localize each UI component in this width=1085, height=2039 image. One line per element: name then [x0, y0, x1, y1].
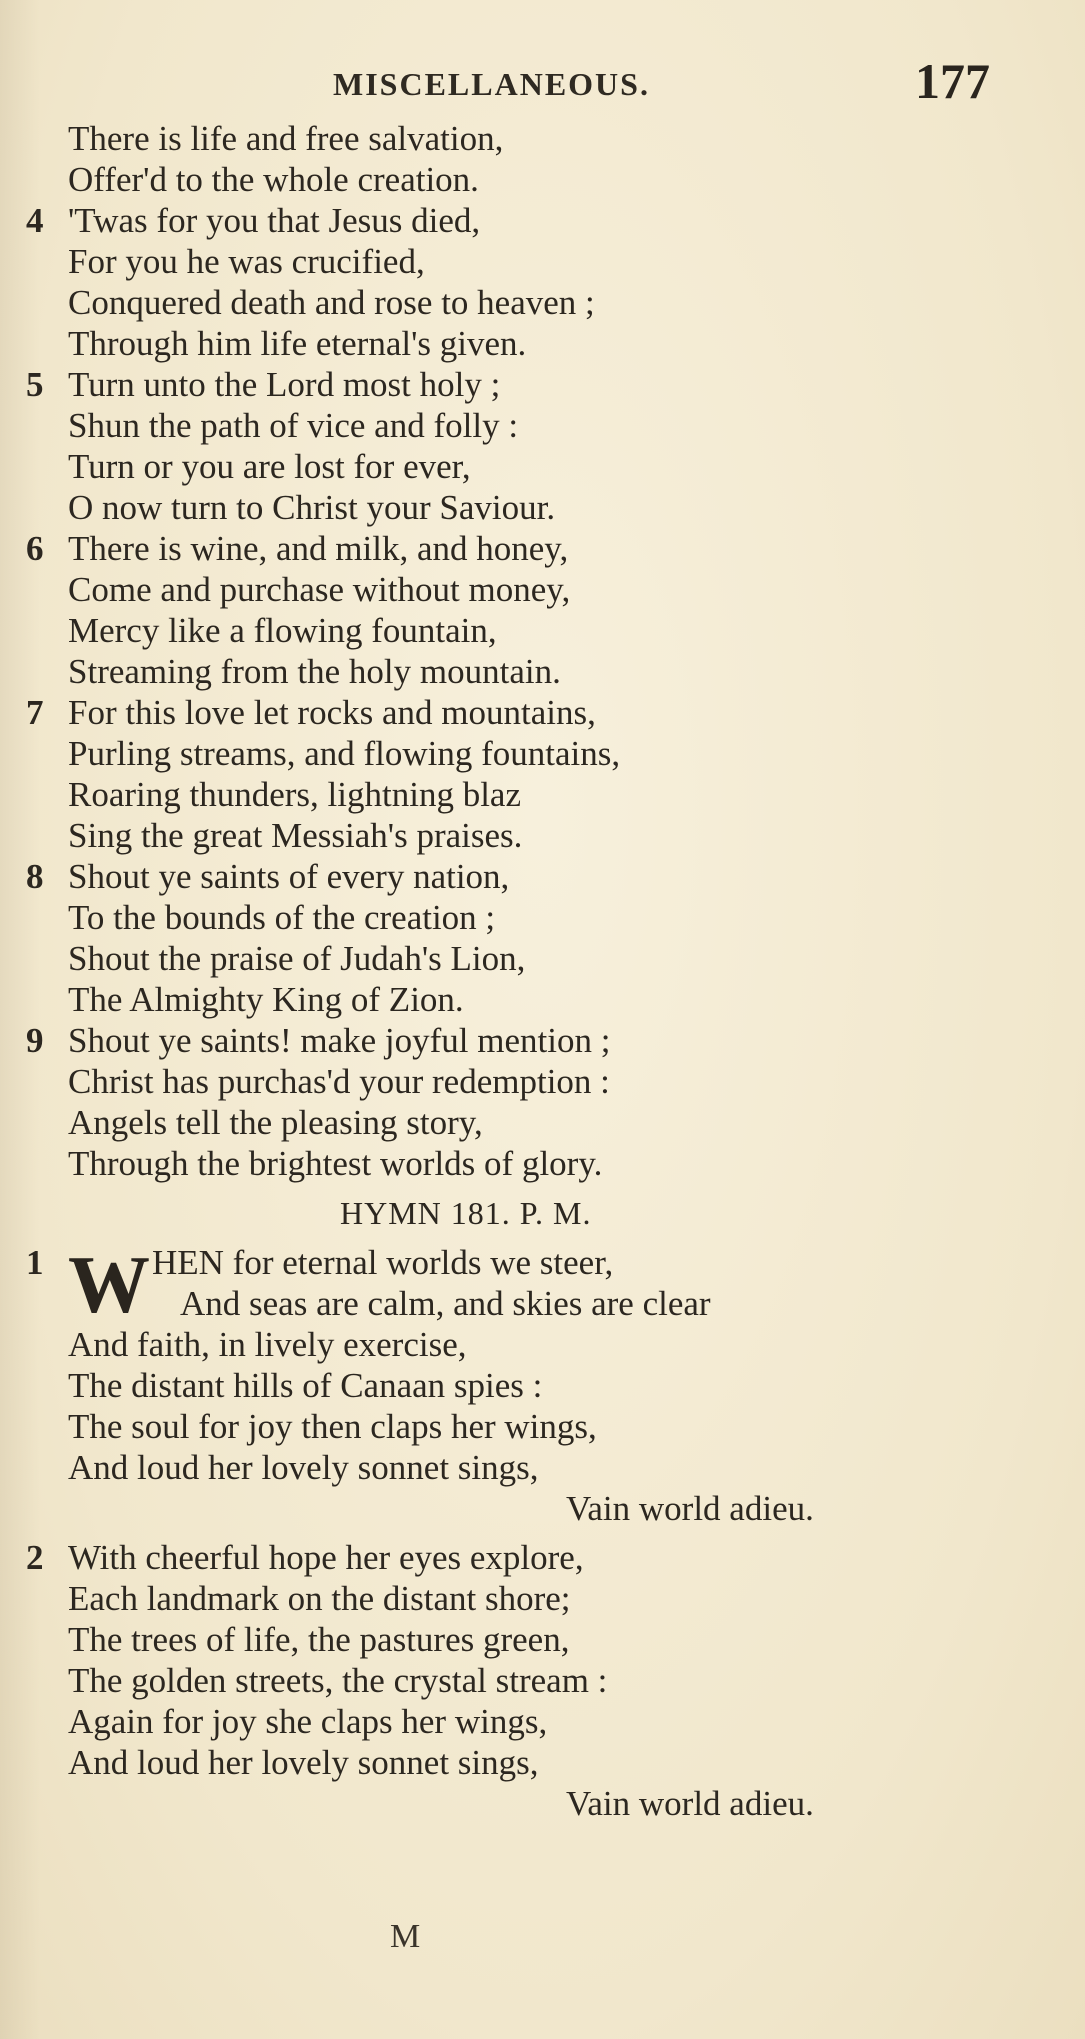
verse-text: The distant hills of Canaan spies : — [68, 1366, 543, 1405]
verse-line — [0, 487, 1085, 528]
verse-text: Roaring thunders, lightning blaz — [68, 775, 521, 814]
verse-text: Purling streams, and flowing fountains, — [68, 734, 621, 773]
verse-line — [0, 1701, 1085, 1742]
verse-text: Turn unto the Lord most holy ; — [68, 365, 501, 404]
verse-line — [0, 118, 1085, 159]
verse-text: Shun the path of vice and folly : — [68, 406, 519, 445]
verse-text: To the bounds of the creation ; — [68, 898, 496, 937]
verse-line — [0, 1324, 1085, 1365]
verse-text: Again for joy she claps her wings, — [68, 1702, 548, 1741]
verse-text: There is wine, and milk, and honey, — [68, 529, 569, 568]
verse-text: With cheerful hope her eyes explore, — [68, 1538, 584, 1577]
stanza-number: 9 — [26, 1021, 44, 1060]
stanza-number: 5 — [26, 365, 44, 404]
verse-text: There is life and free salvation, — [68, 119, 504, 158]
verse-line — [0, 405, 1085, 446]
verse-line — [0, 1447, 1085, 1488]
verse-line — [0, 1406, 1085, 1447]
verse-line — [0, 528, 1085, 569]
verse-line — [0, 897, 1085, 938]
verse-line — [0, 1061, 1085, 1102]
verse-text: The Almighty King of Zion. — [68, 980, 464, 1019]
stanza-number: 2 — [26, 1538, 44, 1577]
stanza-number: 4 — [26, 201, 44, 240]
verse-text: The trees of life, the pastures green, — [68, 1620, 570, 1659]
stanza-number: 8 — [26, 857, 44, 896]
refrain-line — [0, 1488, 1085, 1529]
drop-capital: W — [68, 1239, 150, 1330]
refrain-text: Vain world adieu. — [566, 1784, 814, 1823]
verse-text: Turn or you are lost for ever, — [68, 447, 471, 486]
verse-text: For you he was crucified, — [68, 242, 425, 281]
verse-text: And loud her lovely sonnet sings, — [68, 1448, 539, 1487]
verse-text: HEN for eternal worlds we steer, — [152, 1243, 614, 1282]
stanza-gap — [0, 1529, 1085, 1537]
refrain-line — [0, 1783, 1085, 1824]
hymn-181-stanza-2 — [0, 1537, 1085, 1824]
verse-text: Shout the praise of Judah's Lion, — [68, 939, 526, 978]
verse-line — [0, 733, 1085, 774]
verse-text: Through him life eternal's given. — [68, 324, 527, 363]
verse-text: Each landmark on the distant shore; — [68, 1579, 571, 1618]
verse-line — [0, 159, 1085, 200]
verse-text: And loud her lovely sonnet sings, — [68, 1743, 539, 1782]
verse-text: The soul for joy then claps her wings, — [68, 1407, 597, 1446]
verse-line — [0, 774, 1085, 815]
verse-text: The golden streets, the crystal stream : — [68, 1661, 608, 1700]
verse-line — [0, 200, 1085, 241]
verse-line — [0, 651, 1085, 692]
verse-line — [0, 1102, 1085, 1143]
verse-line — [0, 1020, 1085, 1061]
verse-text: Shout ye saints! make joyful mention ; — [68, 1021, 611, 1060]
verse-line — [0, 364, 1085, 405]
verse-line — [0, 815, 1085, 856]
verse-text: Mercy like a flowing fountain, — [68, 611, 497, 650]
verse-line — [0, 446, 1085, 487]
verse-line — [0, 1365, 1085, 1406]
verse-text: Sing the great Messiah's praises. — [68, 816, 523, 855]
verse-line — [0, 1660, 1085, 1701]
verse-line — [0, 979, 1085, 1020]
verse-line — [0, 1537, 1085, 1578]
page-header — [0, 53, 1085, 118]
stanza-number: 6 — [26, 529, 44, 568]
verse-text: 'Twas for you that Jesus died, — [68, 201, 481, 240]
verse-line — [0, 1143, 1085, 1184]
hymn-181-stanza-1 — [0, 1239, 1085, 1529]
verse-text: And faith, in lively exercise, — [68, 1325, 467, 1364]
hymn-180-continued — [0, 118, 1085, 1184]
verse-line — [0, 1742, 1085, 1783]
verse-text: Come and purchase without money, — [68, 570, 571, 609]
page-number: 177 — [915, 53, 990, 109]
verse-line — [0, 692, 1085, 733]
page-content — [0, 118, 1085, 1824]
hymn-title: HYMN 181. P. M. — [340, 1195, 592, 1231]
verse-line — [0, 323, 1085, 364]
verse-line — [0, 282, 1085, 323]
signature-mark: M — [390, 1918, 421, 1955]
verse-text: Conquered death and rose to heaven ; — [68, 283, 595, 322]
verse-text: Christ has purchas'd your redemption : — [68, 1062, 610, 1101]
verse-line — [0, 241, 1085, 282]
verse-text: O now turn to Christ your Saviour. — [68, 488, 556, 527]
stanza-number: 7 — [26, 693, 44, 732]
verse-text: For this love let rocks and mountains, — [68, 693, 596, 732]
verse-line — [0, 856, 1085, 897]
verse-text: Angels tell the pleasing story, — [68, 1103, 483, 1142]
verse-text: Offer'd to the whole creation. — [68, 160, 479, 199]
refrain-text: Vain world adieu. — [566, 1489, 814, 1528]
stanza-number: 1 — [26, 1243, 44, 1282]
verse-text: Shout ye saints of every nation, — [68, 857, 510, 896]
verse-text: Through the brightest worlds of glory. — [68, 1144, 603, 1183]
verse-line — [0, 610, 1085, 651]
verse-text: Streaming from the holy mountain. — [68, 652, 561, 691]
verse-line — [0, 1283, 1085, 1324]
verse-text: And seas are calm, and skies are clear — [180, 1284, 711, 1323]
verse-line — [0, 1619, 1085, 1660]
verse-line — [0, 569, 1085, 610]
verse-line — [0, 938, 1085, 979]
running-head: MISCELLANEOUS. — [333, 66, 650, 102]
verse-line — [0, 1578, 1085, 1619]
